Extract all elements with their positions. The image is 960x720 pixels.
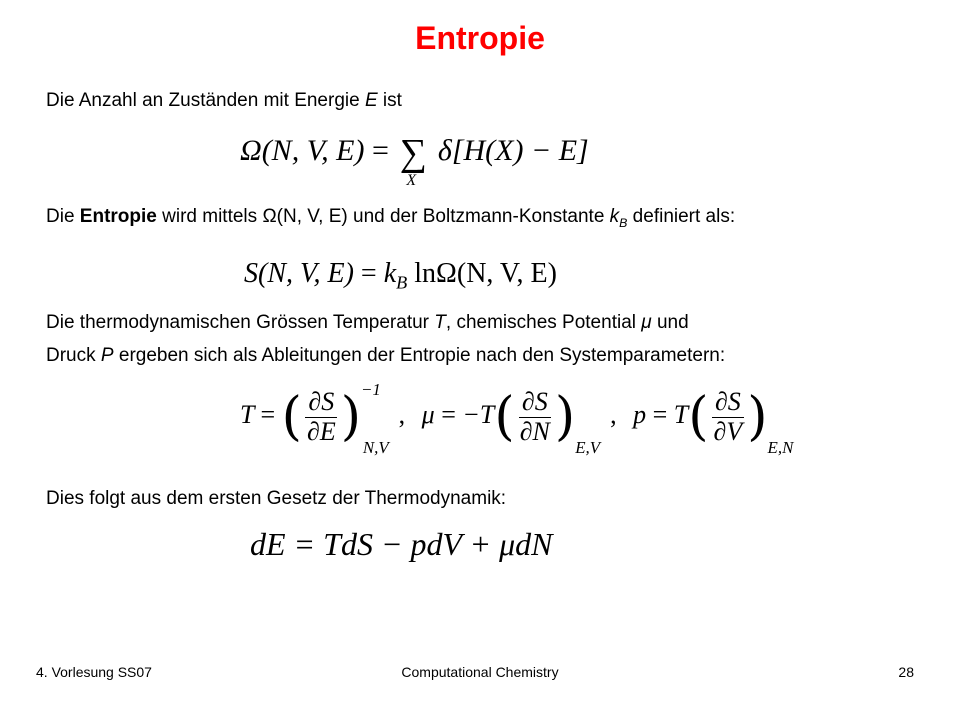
fraction-dS-dN: $\frac{\partial S}{\partial N}$ — [519, 386, 550, 446]
paragraph-line-1: Die thermodynamischen Grössen Temperatur T, chemisches Potential μ und — [46, 312, 689, 333]
equation-entropy: S(N, V, $E) = k_B$ lnΩ(N, V, E) — [244, 258, 557, 293]
paragraph-thermo-quantities — [46, 310, 725, 369]
equation-first-law: dE = TdS − pdV + μdN — [250, 526, 553, 562]
paragraph-entropy-definition: Die Entropie wird mittels Ω(N, V, E) und der Boltzmann-Konstante $k_B$ definiert als: — [46, 206, 736, 230]
fraction-dS-dV: $\frac{\partial S}{\partial V}$ — [713, 386, 743, 446]
paragraph-first-law: Dies folgt aus dem ersten Gesetz der Thermodynamik: — [46, 488, 507, 509]
equation-omega: Ω(N, V, E) = ∑ X δ[H(X) − E] — [240, 132, 589, 190]
equation-derivatives: T = ( $\frac{\partial S}{\partial E}$ )$^{-1}_{N,V}$, μ = −T( $\frac{\partial S}{\partial N}$ )$_{E,V}$, p = T( $\frac{\partial S}{\partial V}$ )$_{E,N}$ — [240, 380, 794, 457]
footer-left: 4. Vorlesung SS07 — [36, 664, 152, 680]
paragraph-states: Die Anzahl an Zuständen mit Energie E ist — [46, 90, 402, 111]
fraction-dS-dE: $\frac{\partial S}{\partial E}$ — [306, 386, 336, 446]
slide-title: Entropie — [415, 20, 545, 56]
footer-center: Computational Chemistry — [401, 664, 559, 680]
footer-page-number: 28 — [898, 664, 914, 680]
paragraph-line-2: Druck P ergeben sich als Ableitungen der Entropie nach den Systemparametern: — [46, 344, 726, 366]
